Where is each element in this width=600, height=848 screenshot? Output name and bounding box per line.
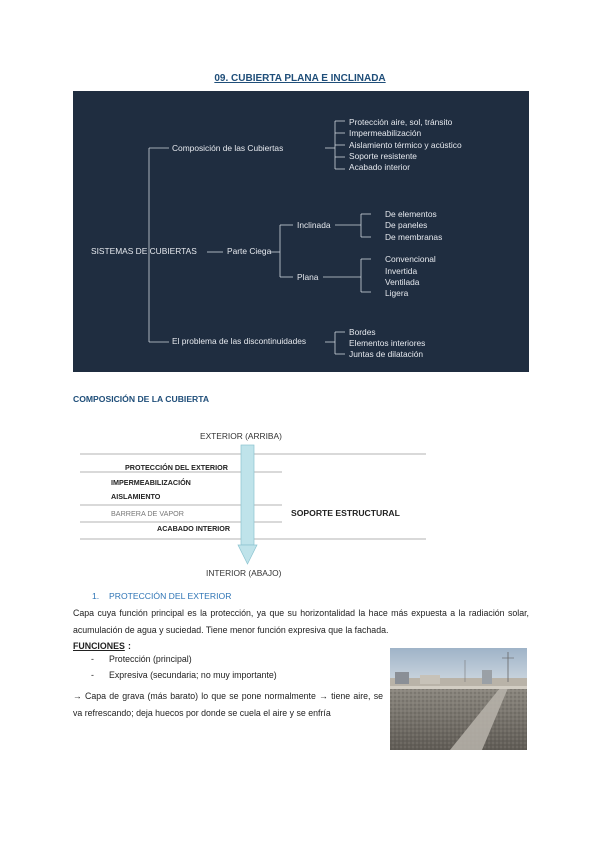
layer-barrera-vapor: BARRERA DE VAPOR [111,509,184,518]
composicion-item: Soporte resistente [349,151,417,161]
cubiertas-diagram [73,91,529,372]
composicion-label: Composición de las Cubiertas [172,143,284,153]
discontinuidades-item: Juntas de dilatación [349,349,424,359]
plana-item: Ventilada [385,277,420,287]
page-title: 09. CUBIERTA PLANA E INCLINADA [214,73,386,84]
plana-item: Ligera [385,288,409,298]
composicion-item: Aislamiento térmico y acústico [349,140,462,150]
composicion-item: Impermeabilización [349,128,422,138]
diagram-connectors [73,91,529,372]
plana-item: Invertida [385,266,418,276]
funciones-label: FUNCIONES [73,641,125,651]
composicion-item: Protección aire, sol, tránsito [349,117,453,127]
bullet-item: Expresiva (secundaria; no muy importante) [109,670,277,680]
plana-label: Plana [297,272,319,282]
interior-label: INTERIOR (ABAJO) [206,568,282,578]
composicion-heading: COMPOSICIÓN DE LA CUBIERTA [73,394,210,404]
soporte-label: SOPORTE ESTRUCTURAL [291,508,400,518]
layer-proteccion: PROTECCIÓN DEL EXTERIOR [125,463,228,472]
exterior-label: EXTERIOR (ARRIBA) [200,431,282,441]
discontinuidades-label: El problema de las discontinuidades [172,336,307,346]
inclinada-item: De paneles [385,220,428,230]
gravel-roof-photo [390,648,527,750]
discontinuidades-item: Bordes [349,327,376,337]
inclinada-item: De elementos [385,209,437,219]
inclinada-item: De membranas [385,232,443,242]
down-arrow-icon [238,445,257,564]
composicion-item: Acabado interior [349,162,410,172]
bullet-item: Protección (principal) [109,654,192,664]
discontinuidades-item: Elementos interiores [349,338,426,348]
bullet-dash-icon: - [91,654,94,664]
diagram-root: SISTEMAS DE CUBIERTAS [91,246,197,256]
section1-note: → Capa de grava (más barato) lo que se pone normalmente → tiene aire, se va refrescando; deja huecos por donde se cuela el aire y se enfría [73,691,383,718]
layer-aislamiento: AISLAMIENTO [111,492,161,501]
parte-ciega-label: Parte Ciega [227,246,272,256]
section1-paragraph: Capa cuya función principal es la protección, ya que su horizontalidad la hace más expuesta a la radiación solar, acumulación de agua y suciedad. Tiene menor función expresiva que la fachada. [73,608,529,635]
layer-acabado: ACABADO INTERIOR [157,524,231,533]
inclinada-label: Inclinada [297,220,331,230]
plana-item: Convencional [385,254,436,264]
layer-impermeabilizacion: IMPERMEABILIZACIÓN [111,478,191,487]
layers-diagram [78,443,430,567]
funciones-colon: : [128,641,131,651]
section1-number: 1. [92,591,100,601]
bullet-dash-icon: - [91,670,94,680]
section1-heading: PROTECCIÓN DEL EXTERIOR [109,591,232,601]
